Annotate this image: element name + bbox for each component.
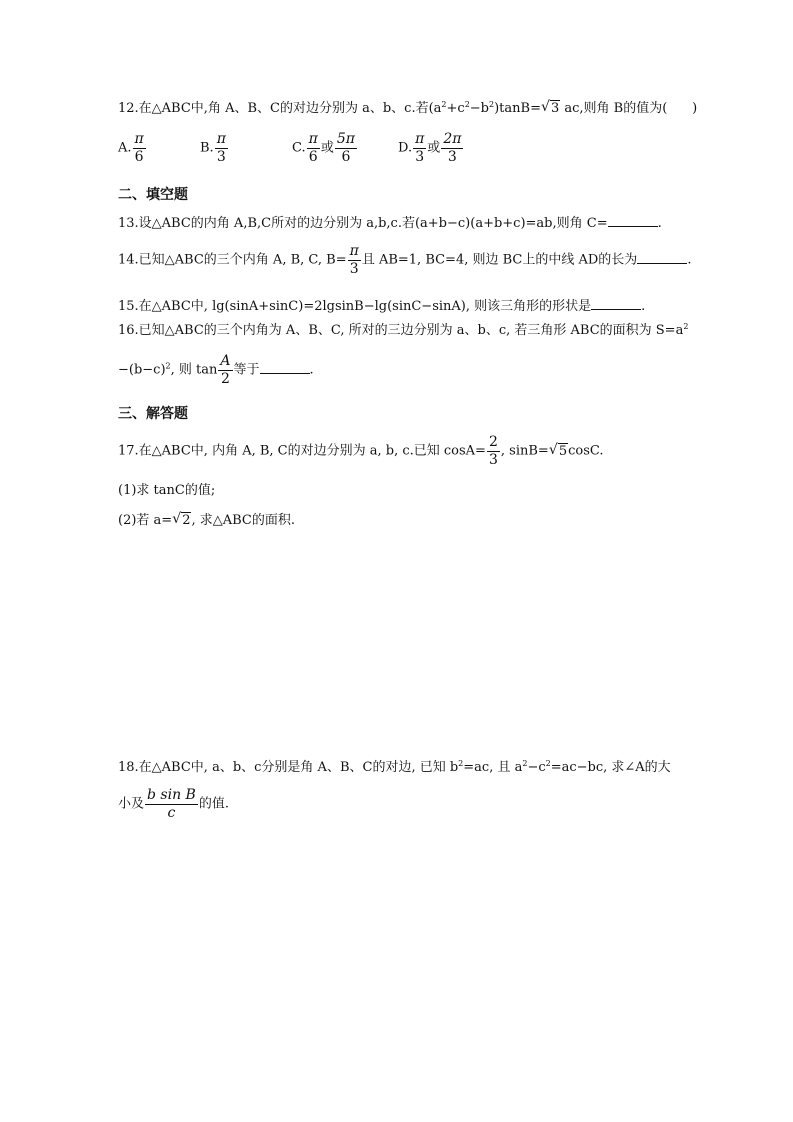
answer-blank (260, 362, 310, 374)
question-12-stem: 12.在△ABC中,角 A、B、C的对边分别为 a、b、c.若$(a^2+c^2-b^2)\tan B=√$ 3 ac,则角 B的值为( ) (118, 101, 697, 115)
sqrt-5: √ 5 (549, 445, 568, 458)
option-d: D. $\frac{\pi}{3}$ 或 $\frac{2\pi}{3}$ (398, 131, 462, 165)
answer-blank (608, 215, 658, 227)
sqrt-3: √ 3 (541, 102, 560, 115)
question-13: 13.设△ABC的内角 A,B,C所对的边分别为 a,b,c.若(a+b−c)(a+b+c)=ab,则角 C= . (118, 216, 662, 231)
option-a: A. $\frac{\pi}{6}$ (118, 131, 144, 165)
question-18-line1: 18.在△ABC中, a、b、c分别是角 A、B、C的对边, 已知 $b^2=ac$, 且 $a^2-c^2=ac-bc$, 求∠A的大 (118, 759, 671, 775)
question-16-line1: 16.已知△ABC的三个内角为 A、B、C, 所对的三边分别为 a、b、c, 若三角形 ABC的面积为 $S=a^2$ (118, 322, 689, 338)
question-17-part-2: (2)若 a=√ 2, 求△ABC的面积. (118, 514, 295, 527)
sqrt-2: √ 2 (172, 514, 191, 527)
answer-blank (637, 252, 687, 264)
section-heading-solutions: 三、解答题 (118, 406, 188, 422)
question-16-line2: $-(b-c)^2$, 则 tan $\frac{A}{2}$ 等于 . (118, 353, 314, 387)
question-17-stem: 17.在△ABC中, 内角 A, B, C的对边分别为 a, b, c.已知 cosA= $\frac{2}{3}$ , sinB=√ 5cosC. (118, 435, 604, 467)
section-heading-fill-in: 二、填空题 (118, 187, 188, 203)
option-b: B. $\frac{\pi}{3}$ (200, 131, 226, 165)
question-14: 14.已知△ABC的三个内角 A, B, C, B= $\frac{\pi}{3}$ 且 AB=1, BC=4, 则边 BC上的中线 AD的长为 . (118, 243, 692, 277)
question-17-part-1: (1)求 tanC的值; (118, 483, 216, 498)
option-c: C. $\frac{\pi}{6}$ 或 $\frac{5\pi}{6}$ (292, 131, 355, 165)
answer-blank (591, 298, 641, 310)
question-18-line2: 小及 $\frac{\text{b sin B}}{c}$ 的值. (118, 787, 229, 821)
question-15: 15.在△ABC中, lg(sinA+sinC)=2lgsinB−lg(sinC−sinA), 则该三角形的形状是 . (118, 299, 646, 314)
